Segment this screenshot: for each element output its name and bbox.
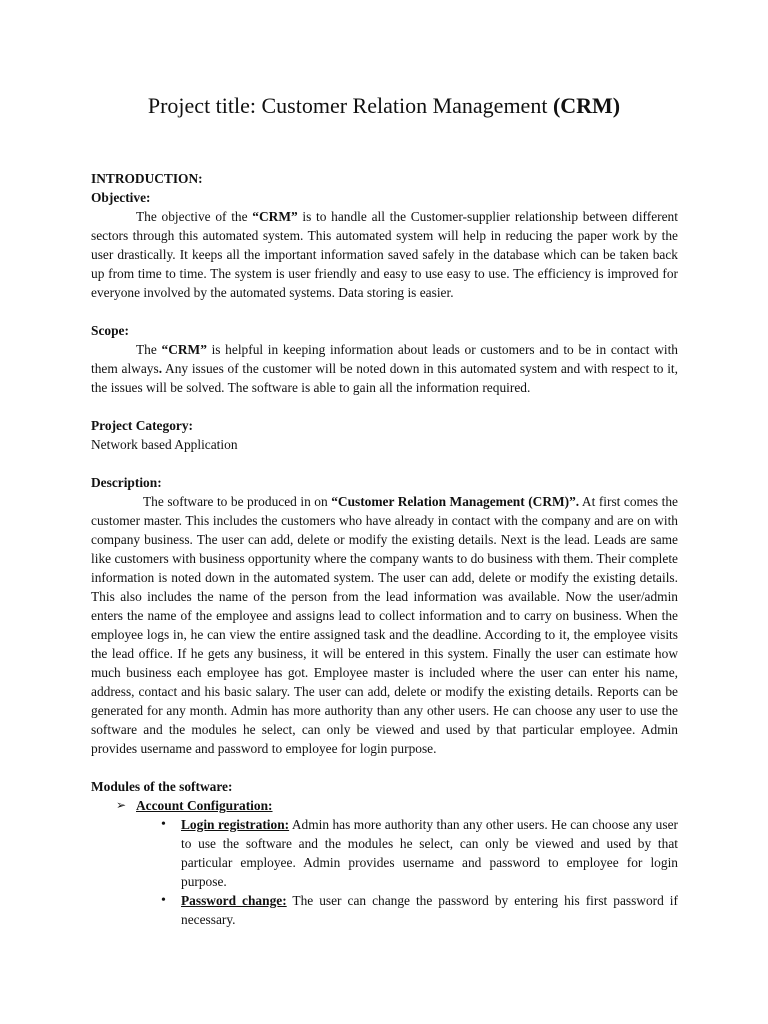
page-title	[0, 92, 768, 120]
module-section	[116, 796, 678, 815]
objective-heading: Objective:	[91, 190, 151, 205]
scope-paragraph	[91, 340, 678, 397]
arrow-bullet-icon: ➢	[116, 798, 127, 812]
list-item	[161, 815, 678, 891]
list-item-label: Login registration:	[181, 817, 290, 832]
description-heading: Description:	[91, 475, 162, 490]
description-text-pre: The software to be produced in on	[143, 494, 332, 509]
document-body	[91, 169, 678, 929]
list-item	[161, 891, 678, 929]
title-crm: (CRM)	[552, 93, 621, 118]
scope-text-pre: The	[136, 342, 162, 357]
bullet-icon: •	[161, 817, 166, 832]
objective-crm: “CRM”	[252, 209, 298, 224]
module-items-list	[161, 815, 678, 929]
modules-heading: Modules of the software:	[91, 779, 233, 794]
introduction-heading: INTRODUCTION:	[91, 171, 203, 186]
title-prefix: Project title: Customer Relation Management	[147, 93, 548, 118]
scope-dot: .	[158, 361, 163, 376]
category-value: Network based Application	[91, 437, 238, 452]
module-section-label: Account Configuration:	[136, 798, 273, 813]
objective-text-post: is to handle all the Customer-supplier relationship between different sectors through this automated system. This automated system will help in reducing the paper work by the user drastically. It keeps all the important information saved safely in the database which can be taken back up from time to time. The system is user friendly and easy to use easy to use. The efficiency is improved for everyone involved by the automated systems. Data storing is easier.	[91, 209, 678, 300]
list-item-label: Password change:	[181, 893, 287, 908]
bullet-icon: •	[161, 893, 166, 908]
description-text-post: At first comes the customer master. This includes the customers who have already in contact with the company and are on with company business. The user can add, delete or modify the existing details. Next is the lead. Leads are same like customers with business opportunity where the company wants to do business with them. Their complete information is noted down in the automated system. The user can add, delete or modify the existing details. This also includes the name of the person from the lead information was available. Now the user/admin enters the name of the employee and assigns lead to collect information and to carry on business. When the employee logs in, he can view the entire assigned task and the deadline. According to it, the employee visits the lead office. If he gets any business, it will be entered in this system. Finally the user can estimate how much business each employee has got. Employee master is included where the user can enter his name, address, contact and his basic salary. The user can add, delete or modify the existing details. Reports can be generated for any month. Admin has more authority than any other users. He can choose any user to use the software and the modules he select, can only be viewed and used by that particular employee. Admin provides username and password to employee for login purpose.	[91, 494, 678, 756]
scope-crm: “CRM”	[161, 342, 207, 357]
category-heading: Project Category:	[91, 418, 193, 433]
scope-text-mid: is helpful in keeping information about leads or customers and to be in contact with them always	[91, 342, 678, 376]
objective-paragraph	[91, 207, 678, 302]
objective-text-pre: The objective of the	[136, 209, 253, 224]
scope-text-post: Any issues of the customer will be noted down in this automated system and with respect to it, the issues will be solved. The software is able to gain all the information required.	[91, 361, 678, 395]
list-item-text: The user can change the password by entering his first password if necessary.	[181, 893, 678, 927]
description-crm: “Customer Relation Management (CRM)”.	[331, 494, 580, 509]
description-paragraph	[91, 492, 678, 758]
list-item-text: Admin has more authority than any other users. He can choose any user to use the software and the modules he select, can only be viewed and used by that particular employee. Admin provides username and password to employee for login purpose.	[181, 817, 678, 889]
scope-heading: Scope:	[91, 323, 129, 338]
